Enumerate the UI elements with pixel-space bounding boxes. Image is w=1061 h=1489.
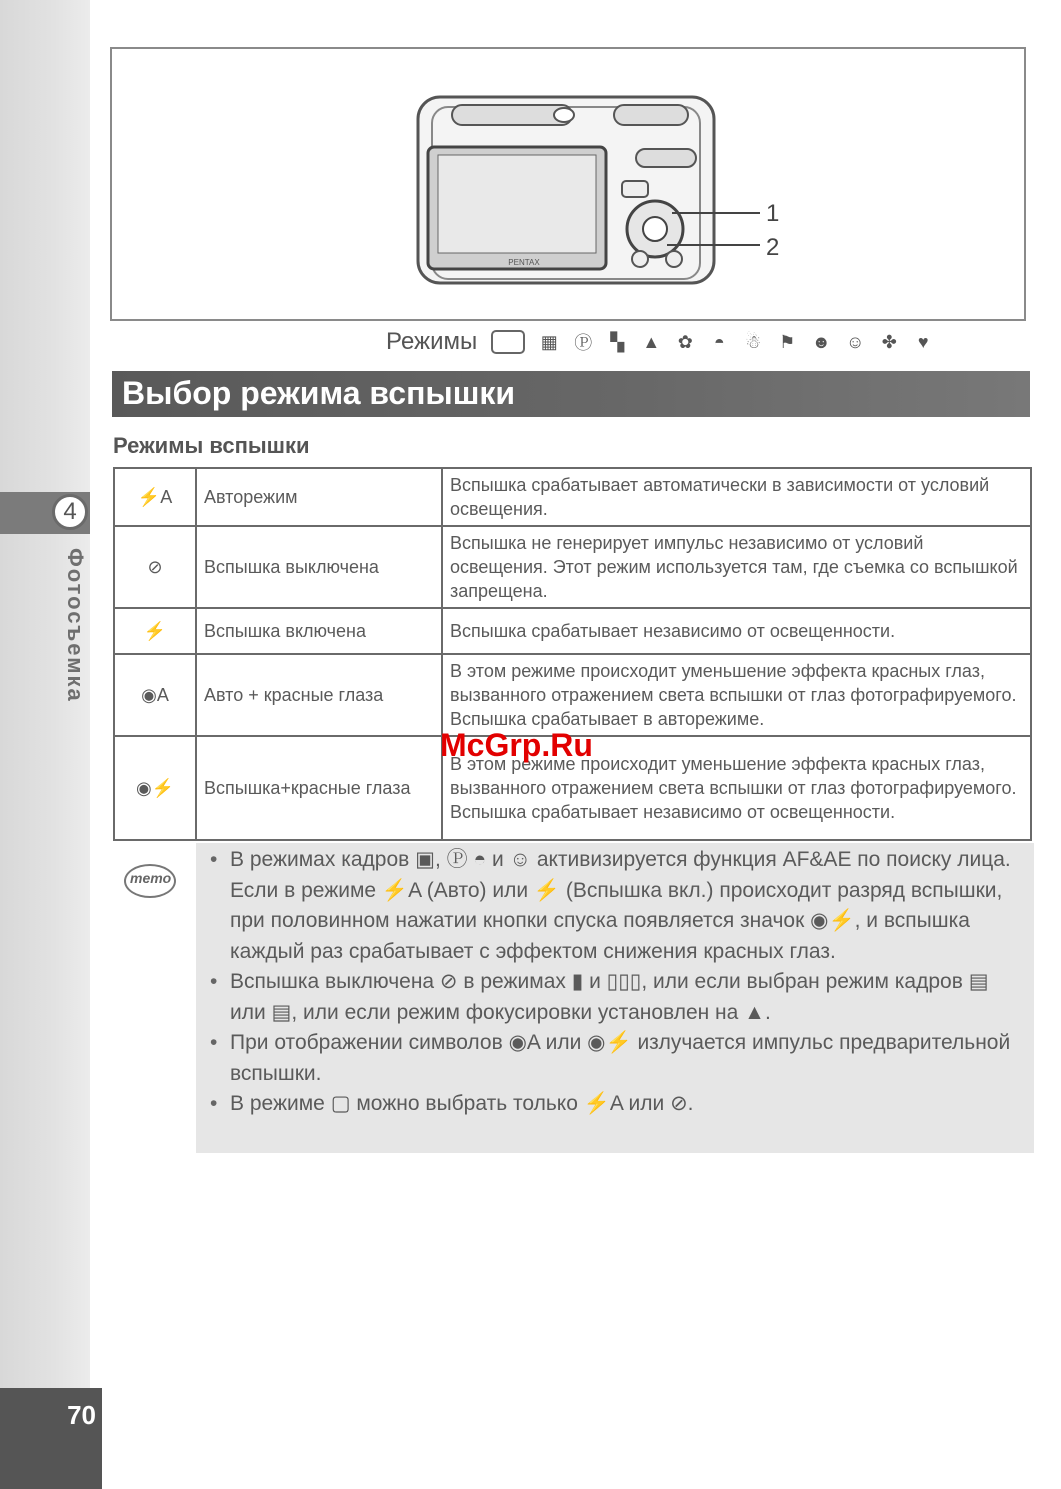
- kids-icon: ☻: [811, 331, 831, 352]
- list-item: • В режиме ▢ можно выбрать только ⚡A или ⊘.: [230, 1089, 1018, 1120]
- night-scene-icon: ▚: [610, 331, 625, 352]
- table-row: [114, 468, 1031, 526]
- mode-description: В этом режиме происходит уменьшение эффекта красных глаз, вызванного отражением света вспышки от глаз фотографируемого. Вспышка срабатывает в авторежиме.: [442, 654, 1031, 736]
- flash-on-icon: ⚡: [114, 608, 196, 654]
- camera-back-illustration: [112, 49, 1024, 319]
- mode-description: Вспышка срабатывает независимо от освещенности.: [442, 608, 1031, 654]
- chapter-label: Фотосъемка: [63, 548, 88, 703]
- mode-description: В этом режиме происходит уменьшение эффекта красных глаз, вызванного отражением света вспышки от глаз фотографируемого. Вспышка срабатывает независимо от освещенности.: [442, 736, 1031, 840]
- mode-name: Вспышка+красные глаза: [196, 736, 442, 840]
- memo-icon: [120, 852, 172, 900]
- table-row: [114, 608, 1031, 654]
- modes-label: Режимы: [386, 328, 478, 355]
- face-icon: ☺: [846, 331, 865, 352]
- mode-name: Вспышка выключена: [196, 526, 442, 608]
- blank-mode-icon: [491, 330, 525, 354]
- subtitle: Режимы вспышки: [113, 433, 310, 458]
- sidebar-strip: [0, 0, 90, 1489]
- red-eye-on-icon: ◉⚡: [114, 736, 196, 840]
- table-row: [114, 654, 1031, 736]
- mode-description: Вспышка не генерирует импульс независимо от условий освещения. Этот режим используется там, где съемка со вспышкой запрещена.: [442, 526, 1031, 608]
- table-row: [114, 526, 1031, 608]
- modes-row: [386, 326, 933, 358]
- flower-icon: ✿: [677, 331, 693, 352]
- mode-name: Авторежим: [196, 468, 442, 526]
- mode-name: Авто + красные глаза: [196, 654, 442, 736]
- mode-description: Вспышка срабатывает автоматически в зависимости от условий освещения.: [442, 468, 1031, 526]
- camera-brand-text: PENTAX: [508, 258, 540, 267]
- watermark: McGrp.Ru: [440, 727, 593, 763]
- list-item: • В режимах кадров ▣, Ⓟ ◓ и ☺ активизируется функция AF&AE по поиску лица. Если в режиме ⚡A (Авто) или ⚡ (Вспышка вкл.) происходит разряд вспышки, при половинном нажатии кнопки спуска появляется значок ◉⚡, и вспышка каждый раз срабатывает с эффектом снижения красных глаз.: [230, 845, 1018, 967]
- flash-auto-icon: ⚡A: [114, 468, 196, 526]
- landscape-icon: ▲: [642, 331, 661, 352]
- program-icon: Ⓟ: [574, 333, 593, 353]
- portrait-icon: ◓: [713, 331, 725, 352]
- auto-picture-icon: ▦: [540, 331, 558, 352]
- list-item: • При отображении символов ◉A или ◉⚡ излучается импульс предварительной вспышки.: [230, 1028, 1018, 1089]
- frame-icon: ♥: [917, 331, 929, 352]
- memo-notes: [196, 843, 1034, 1153]
- mode-name: Вспышка включена: [196, 608, 442, 654]
- flash-modes-table: [113, 467, 1032, 841]
- section-title-bar: [112, 371, 1030, 417]
- section-title: Выбор режима вспышки: [122, 375, 516, 411]
- callout-1: 1: [766, 200, 780, 227]
- memo-label: memo: [130, 870, 172, 886]
- list-item: • Вспышка выключена ⊘ в режимах ▮ и ▯▯▯, или если выбран режим кадров ▤ или ▤, или если режим фокусировки установлен на ▲.: [230, 967, 1018, 1028]
- flash-off-icon: ⊘: [114, 526, 196, 608]
- red-eye-auto-icon: ◉A: [114, 654, 196, 736]
- callout-2: 2: [766, 234, 780, 261]
- page-number: 70: [67, 1400, 96, 1430]
- sport-icon: ⚑: [779, 331, 796, 352]
- pet-icon: ✤: [881, 331, 897, 352]
- surf-snow-icon: ☃: [745, 331, 762, 352]
- chapter-number: 4: [52, 494, 88, 530]
- camera-illustration-frame: [110, 47, 1026, 321]
